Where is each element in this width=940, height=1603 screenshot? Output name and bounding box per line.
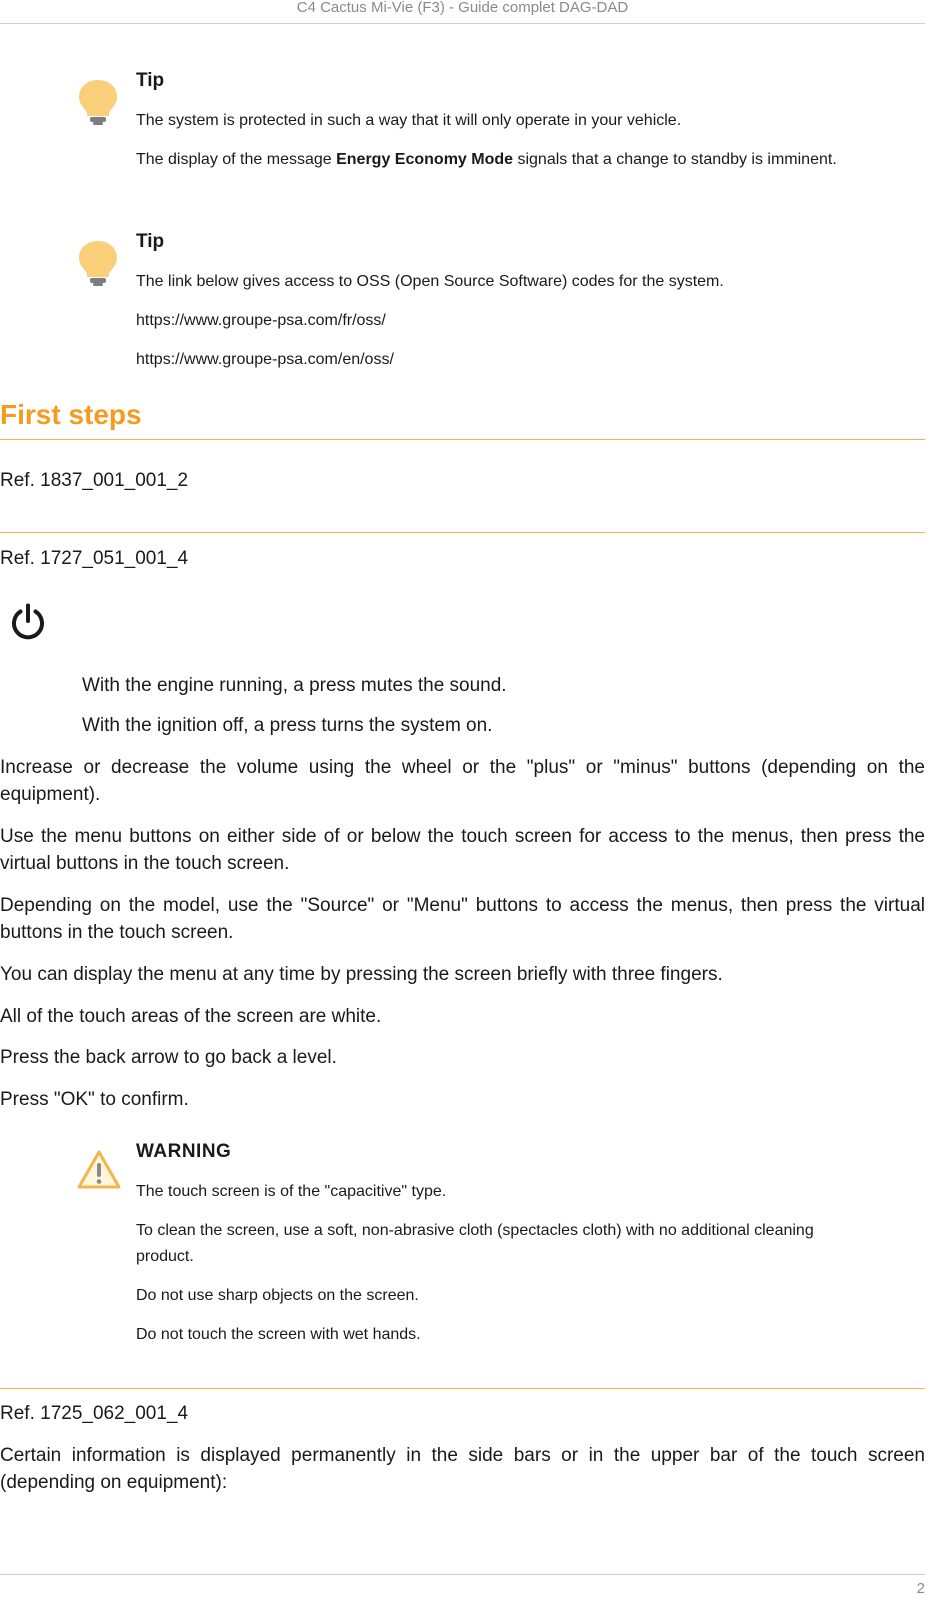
header-title: C4 Cactus Mi-Vie (F3) - Guide complet DAG-DAD xyxy=(296,0,629,16)
power-ignition-off-text: With the ignition off, a press turns the system on. xyxy=(82,715,493,736)
paragraph-back-arrow: Press the back arrow to go back a level. xyxy=(0,1047,337,1068)
energy-economy-mode-label: Energy Economy Mode xyxy=(336,151,514,168)
oss-link-fr[interactable]: https://www.groupe-psa.com/fr/oss/ xyxy=(136,312,386,329)
tip-text-energy xyxy=(136,147,866,173)
tip-content-2 xyxy=(136,231,866,386)
paragraph-volume: Increase or decrease the volume using the wheel or the "plus" or "minus" buttons (depending on the equipment). xyxy=(0,757,925,805)
tip-title: Tip xyxy=(136,70,165,91)
paragraph-source-menu: Depending on the model, use the "Source" or "Menu" buttons to access the menus, then press the virtual buttons in the touch screen. xyxy=(0,895,925,943)
page-number: 2 xyxy=(916,1580,925,1597)
paragraph-touch-areas: All of the touch areas of the screen are white. xyxy=(0,1006,382,1027)
ref-label-2: Ref. 1727_051_001_4 xyxy=(0,548,189,569)
warning-content xyxy=(136,1141,866,1361)
page-header xyxy=(0,0,925,24)
oss-link-en[interactable]: https://www.groupe-psa.com/en/oss/ xyxy=(136,351,394,368)
lightbulb-icon xyxy=(76,78,120,126)
section-divider xyxy=(0,439,925,440)
tip-text: The link below gives access to OSS (Open Source Software) codes for the system. xyxy=(136,273,724,290)
power-icon xyxy=(8,602,48,642)
tip-title: Tip xyxy=(136,231,165,252)
section-title: First steps xyxy=(0,399,142,430)
ref-divider xyxy=(0,1388,925,1389)
warning-title: WARNING xyxy=(136,1141,232,1162)
paragraph-ok: Press "OK" to confirm. xyxy=(0,1089,189,1110)
text-suffix: signals that a change to standby is imminent. xyxy=(513,151,837,168)
text-prefix: The display of the message xyxy=(136,151,337,168)
warning-text-capacitive: The touch screen is of the "capacitive" type. xyxy=(136,1183,447,1200)
warning-text-clean: To clean the screen, use a soft, non-abrasive cloth (spectacles cloth) with no additional cleaning product. xyxy=(136,1222,814,1265)
lightbulb-icon xyxy=(76,239,120,287)
paragraph-three-fingers: You can display the menu at any time by pressing the screen briefly with three fingers. xyxy=(0,964,723,985)
warning-note xyxy=(0,1141,925,1371)
paragraph-menu-buttons: Use the menu buttons on either side of or below the touch screen for access to the menus, then press the virtual buttons in the touch screen. xyxy=(0,826,925,874)
warning-text-sharp: Do not use sharp objects on the screen. xyxy=(136,1287,419,1304)
tip-note-2 xyxy=(0,231,925,381)
ref-label-3: Ref. 1725_062_001_4 xyxy=(0,1403,189,1424)
tip-content-1 xyxy=(136,70,866,186)
tip-text: The system is protected in such a way that it will only operate in your vehicle. xyxy=(136,112,682,129)
page-footer xyxy=(0,1574,925,1597)
warning-triangle-icon xyxy=(76,1149,122,1191)
ref-divider xyxy=(0,532,925,533)
tip-note-1 xyxy=(0,70,925,210)
paragraph-side-bars: Certain information is displayed permanently in the side bars or in the upper bar of the touch screen (depending on equipment): xyxy=(0,1445,925,1493)
power-engine-running-text: With the engine running, a press mutes the sound. xyxy=(82,675,507,696)
ref-label-1: Ref. 1837_001_001_2 xyxy=(0,470,189,491)
warning-text-wet: Do not touch the screen with wet hands. xyxy=(136,1326,421,1343)
